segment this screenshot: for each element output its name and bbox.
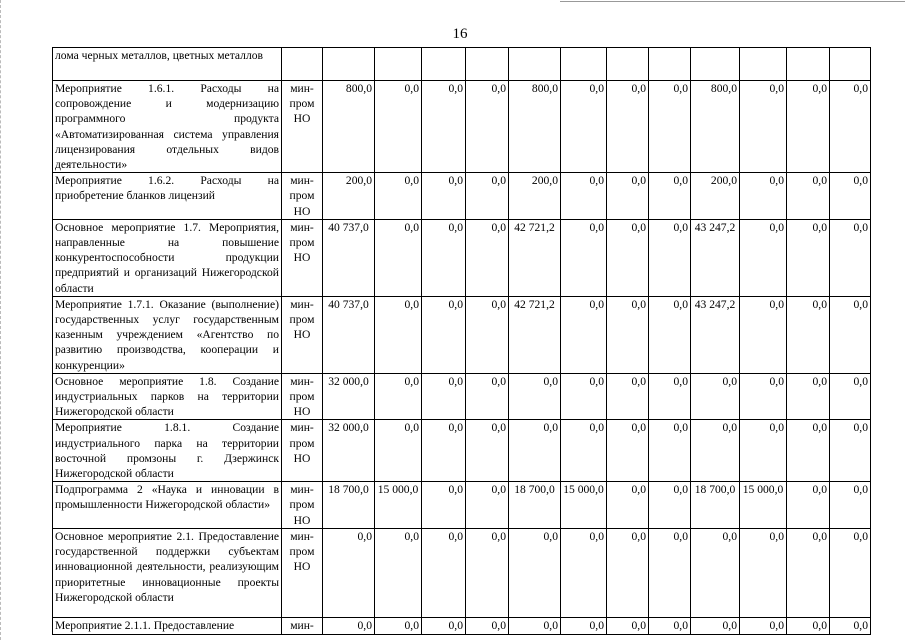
amount-cell: 0,0 bbox=[375, 617, 422, 634]
amount-cell: 0,0 bbox=[561, 617, 607, 634]
amount-cell: 0,0 bbox=[561, 296, 607, 373]
amount-cell: 0,0 bbox=[375, 173, 422, 220]
activity-name-cell: Основное мероприятие 1.7. Мероприятия, направленные на повышение конкурентоспособности продукции предприятий и организаций Нижегородской области bbox=[53, 219, 282, 296]
activity-name-cell: Основное мероприятие 2.1. Предоставление государственной поддержки субъектам инновационной деятельности, реализующим приоритетные инновационные проекты Нижегородской области bbox=[53, 528, 282, 617]
amount-cell: 0,0 bbox=[787, 482, 830, 529]
amount-cell: 0,0 bbox=[830, 617, 871, 634]
amount-cell: 0,0 bbox=[607, 528, 649, 617]
amount-cell: 0,0 bbox=[422, 373, 466, 420]
amount-cell: 0,0 bbox=[691, 373, 740, 420]
amount-cell: 0,0 bbox=[466, 420, 509, 482]
amount-cell: 0,0 bbox=[740, 420, 787, 482]
amount-cell: 0,0 bbox=[561, 81, 607, 173]
amount-cell: 18 700,0 bbox=[509, 482, 561, 529]
amount-cell: 15 000,0 bbox=[561, 482, 607, 529]
amount-cell: 0,0 bbox=[466, 81, 509, 173]
amount-cell: 0,0 bbox=[787, 373, 830, 420]
amount-cell: 0,0 bbox=[375, 373, 422, 420]
table-row bbox=[53, 482, 871, 529]
amount-cell: 18 700,0 bbox=[323, 482, 375, 529]
scan-top-line bbox=[560, 1, 905, 2]
amount-cell: 0,0 bbox=[740, 81, 787, 173]
table-row bbox=[53, 81, 871, 173]
amount-cell: 32 000,0 bbox=[323, 373, 375, 420]
amount-cell: 0,0 bbox=[375, 296, 422, 373]
table-row bbox=[53, 373, 871, 420]
responsible-org-cell: мин-пром НО bbox=[282, 296, 323, 373]
amount-cell: 0,0 bbox=[787, 219, 830, 296]
amount-cell: 0,0 bbox=[466, 617, 509, 634]
amount-cell: 0,0 bbox=[787, 617, 830, 634]
amount-cell: 42 721,2 bbox=[509, 219, 561, 296]
amount-cell: 0,0 bbox=[830, 528, 871, 617]
amount-cell: 32 000,0 bbox=[323, 420, 375, 482]
amount-cell: 800,0 bbox=[323, 81, 375, 173]
amount-cell bbox=[649, 48, 691, 81]
amount-cell: 18 700,0 bbox=[691, 482, 740, 529]
amount-cell: 0,0 bbox=[607, 219, 649, 296]
amount-cell: 0,0 bbox=[509, 528, 561, 617]
amount-cell: 200,0 bbox=[509, 173, 561, 220]
amount-cell: 0,0 bbox=[607, 482, 649, 529]
amount-cell: 0,0 bbox=[323, 617, 375, 634]
amount-cell: 0,0 bbox=[375, 81, 422, 173]
amount-cell: 800,0 bbox=[691, 81, 740, 173]
amount-cell bbox=[740, 48, 787, 81]
activity-name-cell: Подпрограмма 2 «Наука и инновации в промышленности Нижегородской области» bbox=[53, 482, 282, 529]
amount-cell: 40 737,0 bbox=[323, 219, 375, 296]
amount-cell: 0,0 bbox=[787, 81, 830, 173]
amount-cell bbox=[607, 48, 649, 81]
amount-cell: 0,0 bbox=[649, 617, 691, 634]
responsible-org-cell: мин- bbox=[282, 617, 323, 634]
amount-cell: 0,0 bbox=[740, 219, 787, 296]
amount-cell: 43 247,2 bbox=[691, 296, 740, 373]
amount-cell: 43 247,2 bbox=[691, 219, 740, 296]
activity-name-cell: Мероприятие 1.8.1. Создание индустриального парка на территории восточной промзоны г. Дзержинск Нижегородской области bbox=[53, 420, 282, 482]
amount-cell: 0,0 bbox=[607, 420, 649, 482]
amount-cell: 0,0 bbox=[830, 482, 871, 529]
amount-cell: 0,0 bbox=[649, 173, 691, 220]
amount-cell: 0,0 bbox=[509, 420, 561, 482]
amount-cell: 0,0 bbox=[561, 219, 607, 296]
responsible-org-cell: мин-пром НО bbox=[282, 373, 323, 420]
amount-cell: 0,0 bbox=[422, 420, 466, 482]
amount-cell: 0,0 bbox=[649, 296, 691, 373]
responsible-org-cell: мин-пром НО bbox=[282, 219, 323, 296]
amount-cell: 0,0 bbox=[787, 420, 830, 482]
activity-name-cell: Мероприятие 1.6.1. Расходы на сопровождение и модернизацию программного продукта «Автоматизированная система управления лицензирования отдельных видов деятельности» bbox=[53, 81, 282, 173]
amount-cell: 0,0 bbox=[607, 296, 649, 373]
amount-cell: 0,0 bbox=[375, 219, 422, 296]
activity-name-cell: Мероприятие 2.1.1. Предоставление bbox=[53, 617, 282, 634]
amount-cell: 0,0 bbox=[740, 617, 787, 634]
table-row bbox=[53, 420, 871, 482]
responsible-org-cell bbox=[282, 48, 323, 81]
responsible-org-cell: мин-пром НО bbox=[282, 173, 323, 220]
amount-cell: 0,0 bbox=[422, 219, 466, 296]
responsible-org-cell: мин-пром НО bbox=[282, 81, 323, 173]
amount-cell: 0,0 bbox=[607, 81, 649, 173]
table-row bbox=[53, 617, 871, 634]
activity-name-cell: Основное мероприятие 1.8. Создание индустриальных парков на территории Нижегородской области bbox=[53, 373, 282, 420]
budget-table bbox=[52, 47, 871, 635]
amount-cell: 0,0 bbox=[466, 219, 509, 296]
amount-cell: 0,0 bbox=[422, 296, 466, 373]
amount-cell bbox=[830, 48, 871, 81]
responsible-org-cell: мин-пром НО bbox=[282, 482, 323, 529]
amount-cell: 0,0 bbox=[422, 482, 466, 529]
amount-cell: 0,0 bbox=[830, 81, 871, 173]
amount-cell bbox=[375, 48, 422, 81]
table-row bbox=[53, 296, 871, 373]
amount-cell: 0,0 bbox=[607, 617, 649, 634]
amount-cell: 0,0 bbox=[787, 296, 830, 373]
amount-cell: 0,0 bbox=[607, 373, 649, 420]
amount-cell: 0,0 bbox=[375, 420, 422, 482]
table-row bbox=[53, 528, 871, 617]
scan-edge bbox=[0, 0, 4, 640]
amount-cell: 0,0 bbox=[561, 528, 607, 617]
responsible-org-cell: мин-пром НО bbox=[282, 420, 323, 482]
amount-cell: 0,0 bbox=[466, 173, 509, 220]
amount-cell: 0,0 bbox=[509, 373, 561, 420]
amount-cell bbox=[691, 48, 740, 81]
amount-cell bbox=[509, 48, 561, 81]
page-number: 16 bbox=[452, 26, 468, 42]
amount-cell: 40 737,0 bbox=[323, 296, 375, 373]
amount-cell: 15 000,0 bbox=[375, 482, 422, 529]
amount-cell: 0,0 bbox=[740, 373, 787, 420]
amount-cell: 800,0 bbox=[509, 81, 561, 173]
amount-cell: 0,0 bbox=[830, 296, 871, 373]
amount-cell: 0,0 bbox=[422, 81, 466, 173]
amount-cell: 0,0 bbox=[466, 482, 509, 529]
amount-cell: 0,0 bbox=[649, 81, 691, 173]
amount-cell: 0,0 bbox=[691, 420, 740, 482]
amount-cell: 0,0 bbox=[830, 420, 871, 482]
amount-cell: 0,0 bbox=[830, 373, 871, 420]
amount-cell: 0,0 bbox=[691, 528, 740, 617]
amount-cell: 0,0 bbox=[466, 296, 509, 373]
amount-cell: 0,0 bbox=[607, 173, 649, 220]
amount-cell: 0,0 bbox=[740, 296, 787, 373]
amount-cell: 0,0 bbox=[561, 173, 607, 220]
amount-cell: 0,0 bbox=[466, 528, 509, 617]
amount-cell: 0,0 bbox=[561, 420, 607, 482]
table-row bbox=[53, 173, 871, 220]
amount-cell: 200,0 bbox=[323, 173, 375, 220]
amount-cell: 0,0 bbox=[466, 373, 509, 420]
amount-cell: 0,0 bbox=[375, 528, 422, 617]
amount-cell: 0,0 bbox=[422, 617, 466, 634]
table-row bbox=[53, 219, 871, 296]
amount-cell: 0,0 bbox=[830, 173, 871, 220]
amount-cell bbox=[561, 48, 607, 81]
amount-cell: 0,0 bbox=[649, 482, 691, 529]
amount-cell: 0,0 bbox=[649, 219, 691, 296]
amount-cell: 0,0 bbox=[649, 528, 691, 617]
amount-cell: 200,0 bbox=[691, 173, 740, 220]
responsible-org-cell: мин-пром НО bbox=[282, 528, 323, 617]
amount-cell bbox=[422, 48, 466, 81]
activity-name-cell: Мероприятие 1.7.1. Оказание (выполнение) государственных услуг государственным казенным учреждением «Агентство по развитию производства, кооперации и конкуренции» bbox=[53, 296, 282, 373]
amount-cell bbox=[787, 48, 830, 81]
activity-name-cell: Мероприятие 1.6.2. Расходы на приобретение бланков лицензий bbox=[53, 173, 282, 220]
amount-cell: 0,0 bbox=[561, 373, 607, 420]
amount-cell: 0,0 bbox=[509, 617, 561, 634]
amount-cell: 0,0 bbox=[740, 173, 787, 220]
amount-cell: 0,0 bbox=[422, 528, 466, 617]
amount-cell: 0,0 bbox=[649, 420, 691, 482]
amount-cell: 0,0 bbox=[787, 173, 830, 220]
amount-cell: 15 000,0 bbox=[740, 482, 787, 529]
table-row bbox=[53, 48, 871, 81]
amount-cell: 42 721,2 bbox=[509, 296, 561, 373]
amount-cell: 0,0 bbox=[787, 528, 830, 617]
amount-cell bbox=[466, 48, 509, 81]
amount-cell: 0,0 bbox=[691, 617, 740, 634]
amount-cell: 0,0 bbox=[323, 528, 375, 617]
amount-cell: 0,0 bbox=[422, 173, 466, 220]
amount-cell: 0,0 bbox=[649, 373, 691, 420]
amount-cell bbox=[323, 48, 375, 81]
amount-cell: 0,0 bbox=[740, 528, 787, 617]
activity-name-cell: лома черных металлов, цветных металлов bbox=[53, 48, 282, 81]
amount-cell: 0,0 bbox=[830, 219, 871, 296]
